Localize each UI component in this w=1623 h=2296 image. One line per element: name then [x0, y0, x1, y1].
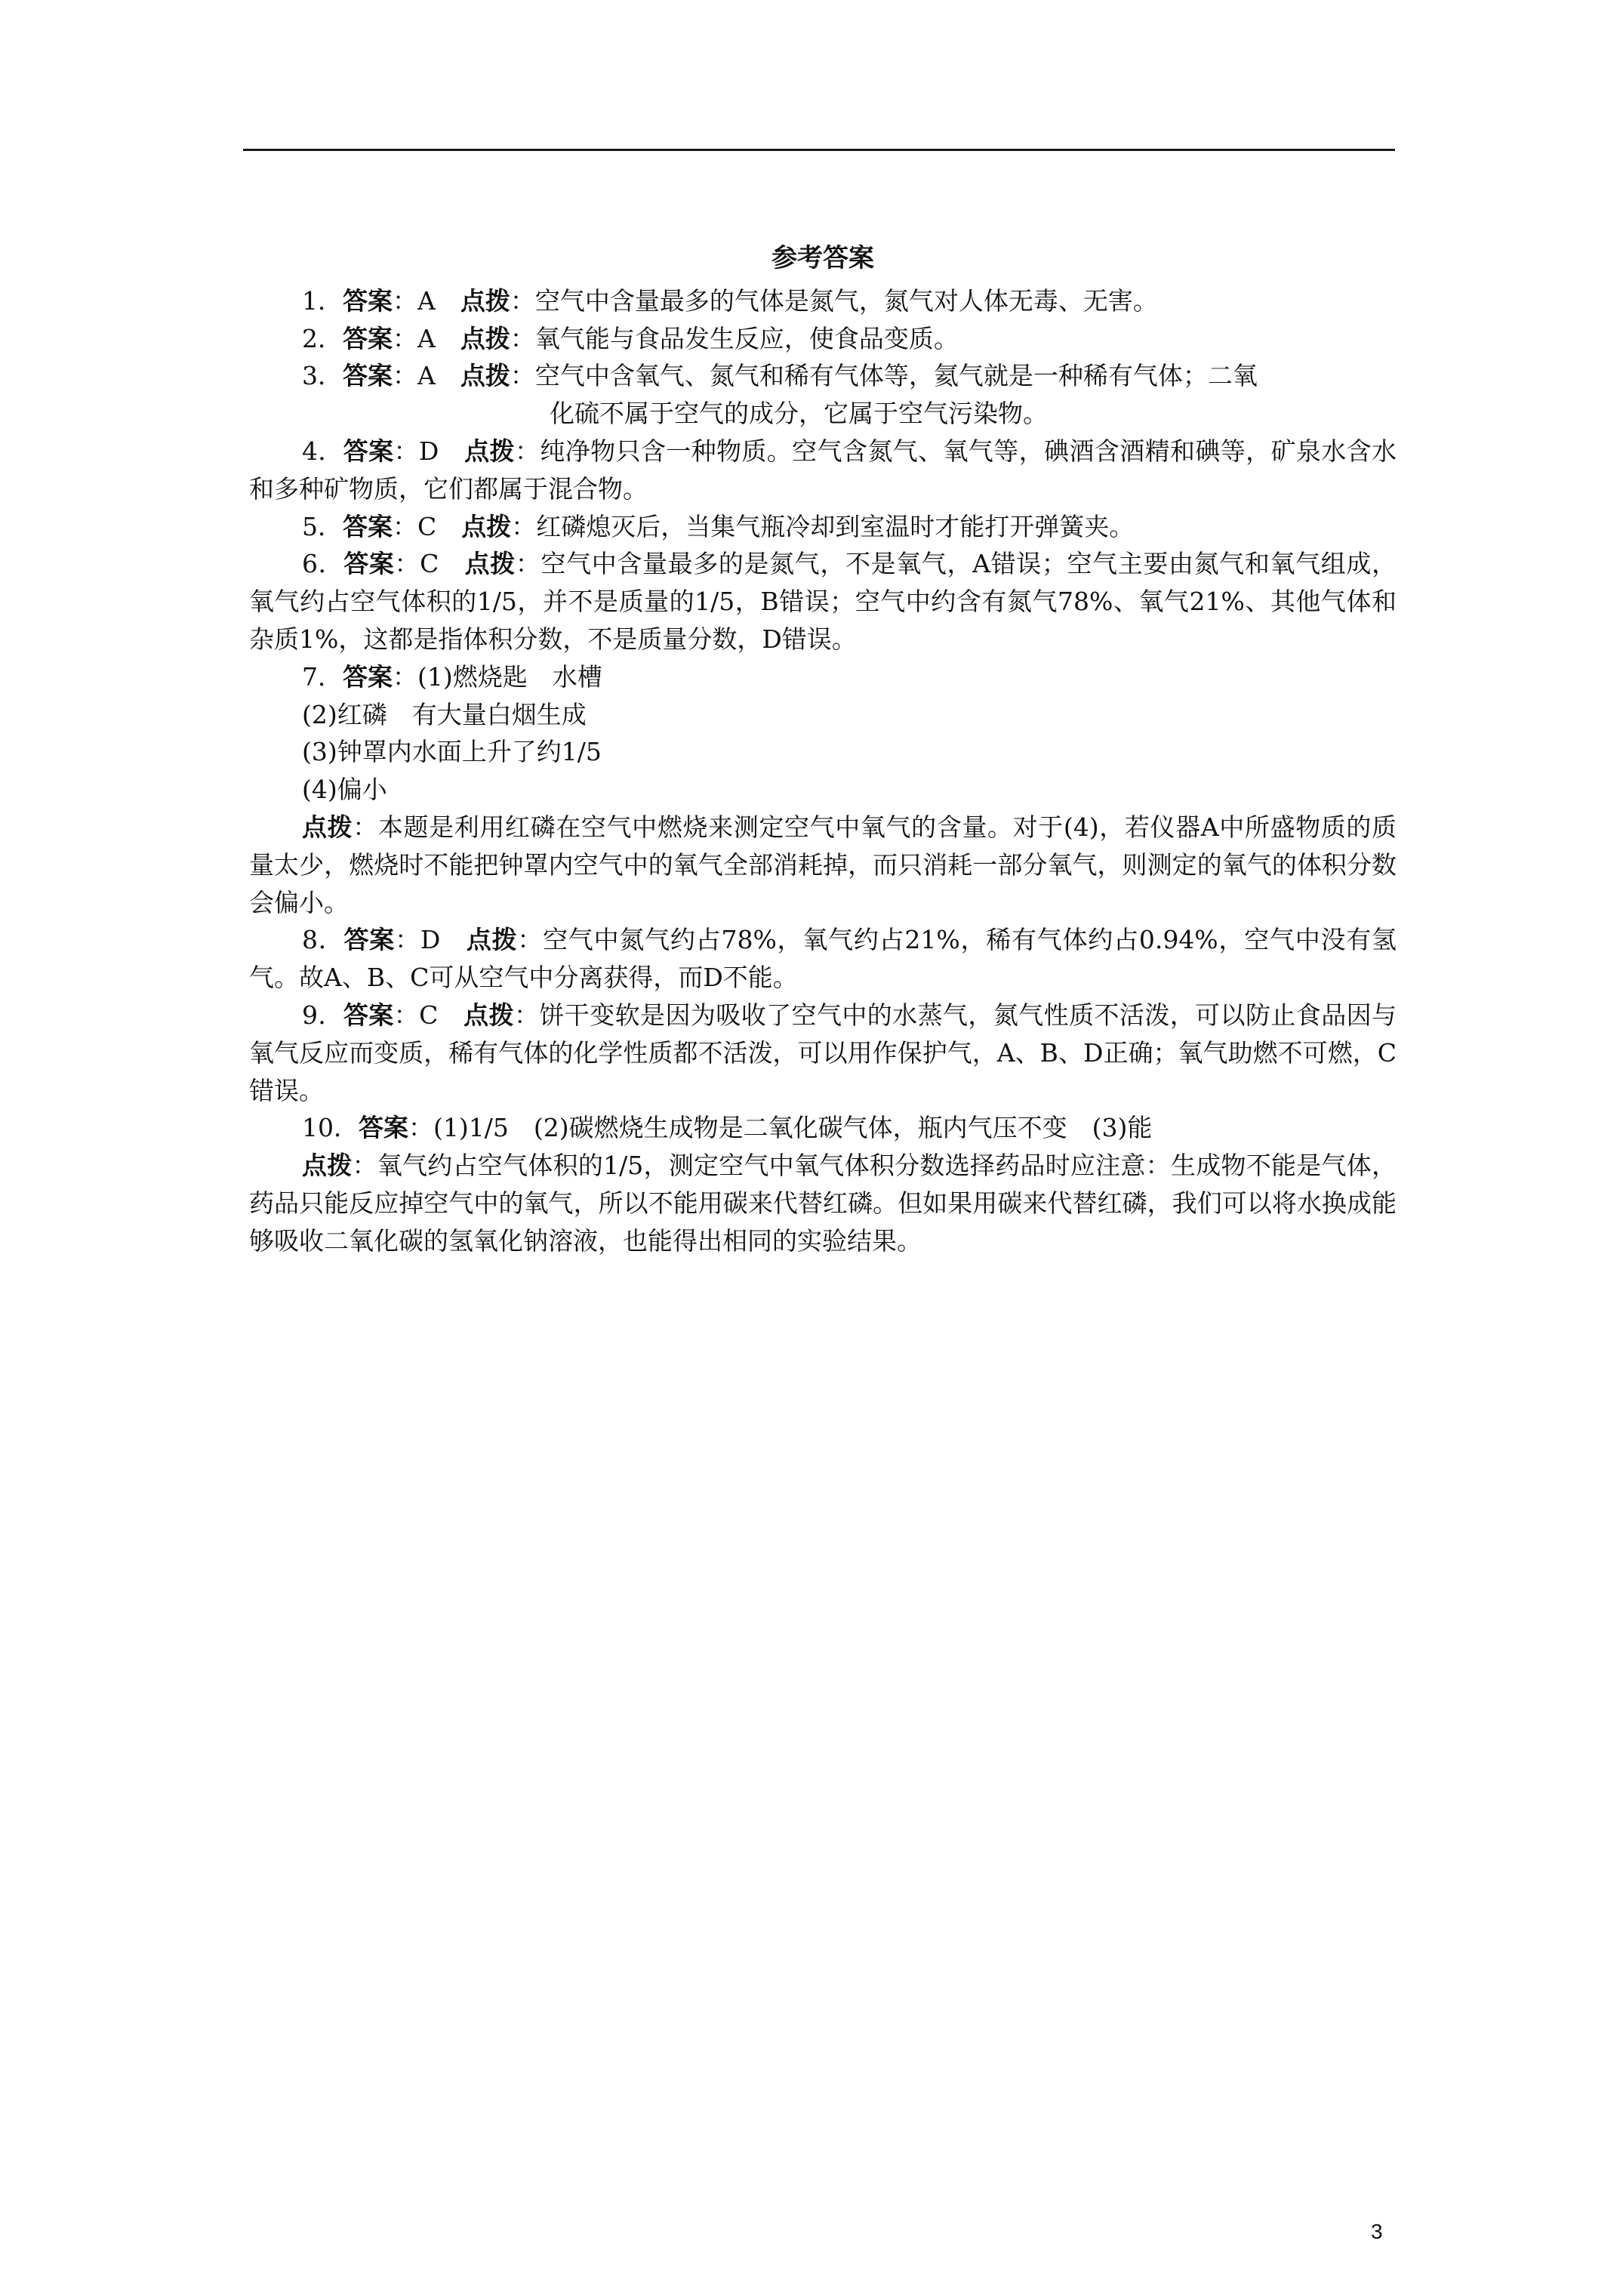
page-number: 3 [1371, 2220, 1383, 2243]
answer-label: 答案 [343, 361, 393, 391]
answer-value: ：C [393, 1000, 464, 1030]
tip-text: ：纯净物只含一种物质。空气含氮气、氧气等，碘酒含酒精和碘等，矿泉水含水和多种矿物质，它们都属于混合物。 [249, 436, 1397, 504]
tip-label: 点拨 [302, 1151, 353, 1181]
tip-text: ：空气中含量最多的是氮气，不是氧气，A错误；空气主要由氮气和氧气组成，氧气约占空气体积的1/5，并不是质量的1/5，B错误；空气中约含有氮气78%、氧气21%、其他气体和杂质1%，这都是指体积分数，不是质量分数，D错误。 [249, 549, 1397, 654]
tip-label: 点拨 [461, 511, 512, 541]
answer-label: 答案 [343, 511, 393, 541]
answer-label: 答案 [343, 436, 394, 466]
answer-section [249, 240, 1397, 1260]
answer-value: ：D [393, 436, 465, 466]
answer-item-9 [249, 997, 1397, 1109]
tip-text: ：本题是利用红磷在空气中燃烧来测定空气中氧气的含量。对于(4)，若仪器A中所盛物质的质量太少，燃烧时不能把钟罩内空气中的氧气全部消耗掉，而只消耗一部分氧气，则测定的氧气的体积分数会偏小。 [249, 812, 1397, 917]
page-title: 参考答案 [771, 243, 874, 273]
header-rule [243, 149, 1395, 151]
answer-item-5 [249, 508, 1397, 546]
answer-label: 答案 [343, 925, 396, 955]
answer-item-7-part-3: (3)钟罩内水面上升了约1/5 [302, 737, 602, 767]
item-number: 3． [302, 361, 343, 391]
item-number: 5． [302, 511, 343, 541]
tip-text: ：氧气能与食品发生反应，使食品变质。 [510, 323, 959, 353]
tip-label: 点拨 [463, 1000, 514, 1030]
answer-value: ：A [393, 285, 460, 316]
tip-label: 点拨 [460, 361, 510, 391]
answer-item-10-tip [249, 1147, 1397, 1259]
tip-label: 点拨 [302, 812, 353, 842]
tip-text: ：饼干变软是因为吸收了空气中的水蒸气，氮气性质不活泼，可以防止食品因与氧气反应而变质，稀有气体的化学性质都不活泼，可以用作保护气，A、B、D正确；氧气助燃不可燃，C错误。 [249, 1000, 1397, 1105]
tip-label: 点拨 [460, 323, 510, 353]
answer-item-1 [249, 282, 1397, 320]
answer-value: ：C [393, 511, 462, 541]
tip-text: ：空气中含氧气、氮气和稀有气体等，氦气就是一种稀有气体；二氧 [510, 361, 1258, 391]
answer-value: ：A [393, 323, 460, 353]
answer-value: ：C [394, 549, 465, 579]
answer-value: ：(1)燃烧匙 水槽 [393, 661, 602, 692]
answer-label: 答案 [343, 1000, 394, 1030]
tip-label: 点拨 [464, 549, 516, 579]
answer-item-4 [249, 433, 1397, 508]
tip-text: ：空气中氮气约占78%，氧气约占21%，稀有气体约占0.94%，空气中没有氢气。故A、B、C可从空气中分离获得，而D不能。 [249, 925, 1397, 993]
item-number: 9． [302, 1000, 343, 1030]
answer-item-7-part-4: (4)偏小 [302, 775, 387, 805]
answer-label: 答案 [343, 285, 393, 316]
tip-label: 点拨 [464, 436, 515, 466]
answer-label: 答案 [343, 549, 395, 579]
tip-label: 点拨 [460, 285, 510, 316]
item-number: 2． [302, 323, 343, 353]
tip-text: ：氧气约占空气体积的1/5，测定空气中氧气体积分数选择药品时应注意：生成物不能是气体，药品只能反应掉空气中的氧气，所以不能用碳来代替红磷。但如果用碳来代替红磷，我们可以将水换成能够吸收二氧化碳的氢氧化钠溶液，也能得出相同的实验结果。 [249, 1151, 1397, 1256]
answer-item-10 [249, 1109, 1397, 1147]
tip-text: ：空气中含量最多的气体是氮气，氮气对人体无毒、无害。 [510, 285, 1158, 316]
item-number: 8． [302, 925, 344, 955]
item-number: 1． [302, 285, 343, 316]
answer-value: ：D [395, 925, 467, 955]
answer-item-7-part-2: (2)红磷 有大量白烟生成 [302, 699, 587, 729]
answer-item-2 [249, 320, 1397, 358]
item-number: 7． [302, 661, 343, 692]
answer-value: ：(1)1/5 (2)碳燃烧生成物是二氧化碳气体，瓶内气压不变 (3)能 [408, 1113, 1153, 1143]
item-number: 10． [302, 1113, 359, 1143]
tip-label: 点拨 [466, 925, 518, 955]
answer-label: 答案 [343, 323, 393, 353]
item-number: 4． [302, 436, 343, 466]
answer-item-6 [249, 545, 1397, 658]
answer-label: 答案 [359, 1113, 408, 1143]
answer-item-3-continuation: 化硫不属于空气的成分，它属于空气污染物。 [550, 399, 1048, 429]
answer-value: ：A [393, 361, 460, 391]
answer-item-8 [249, 921, 1397, 997]
answer-label: 答案 [343, 661, 393, 692]
item-number: 6． [302, 549, 344, 579]
answer-item-7 [249, 658, 1397, 696]
answer-item-3 [249, 357, 1397, 395]
answer-item-7-tip [249, 809, 1397, 921]
tip-text: ：红磷熄灭后，当集气瓶冷却到室温时才能打开弹簧夹。 [511, 511, 1135, 541]
